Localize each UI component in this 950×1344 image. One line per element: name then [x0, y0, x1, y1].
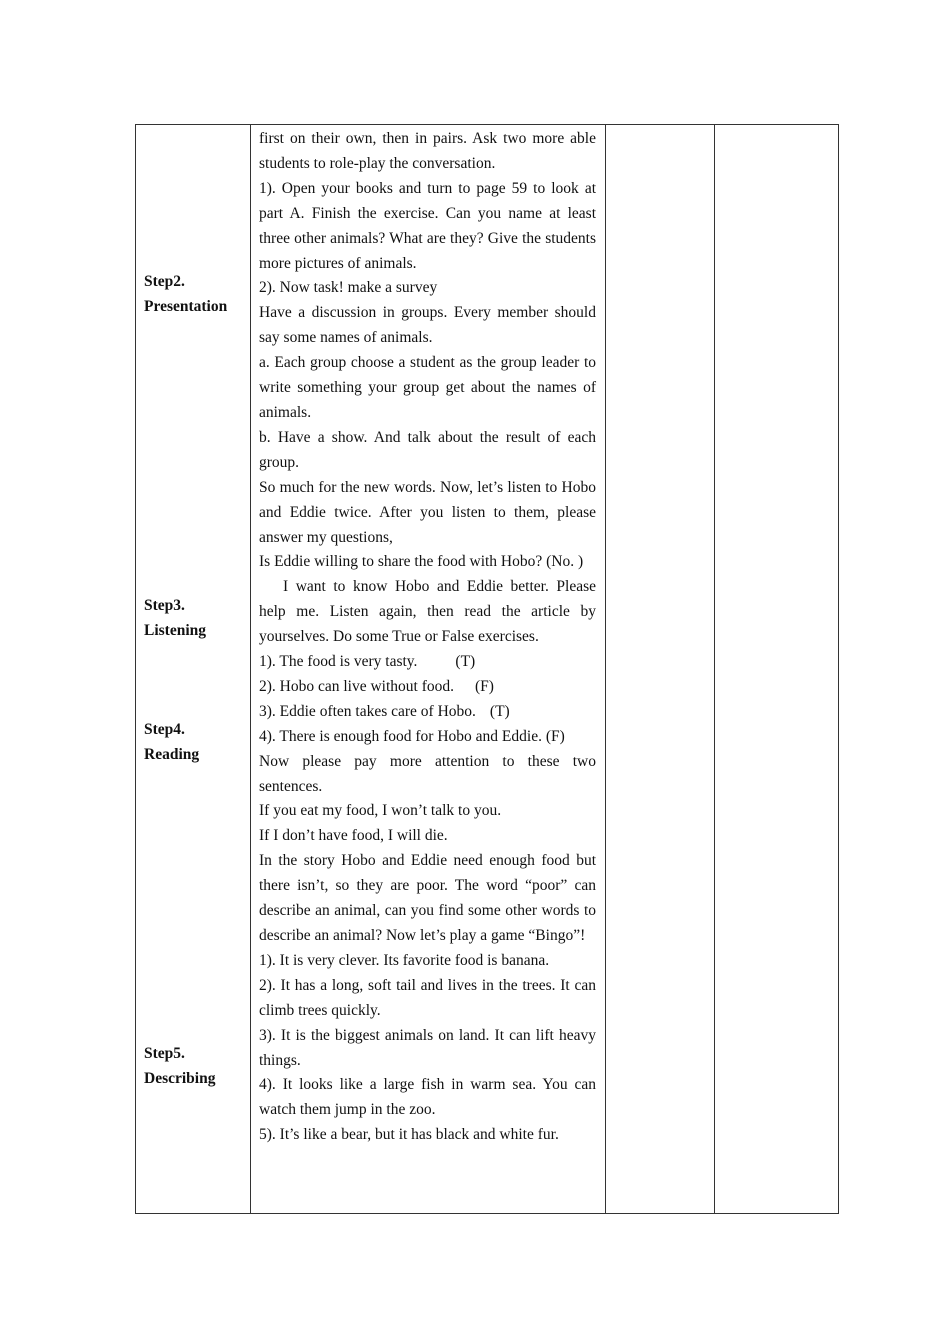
paragraph: If I don’t have food, I will die. — [259, 827, 448, 845]
paragraph: first on their own, then in pairs. Ask two more able students to role-play the conversation. — [259, 130, 596, 172]
step5-label: Step5. Describing — [144, 1045, 216, 1087]
column-divider — [605, 125, 606, 1213]
paragraph: If you eat my food, I won’t talk to you. — [259, 802, 502, 820]
column-divider — [250, 125, 251, 1213]
paragraph: a. Each group choose a student as the group leader to write something your group get about the names of animals. — [259, 354, 596, 421]
paragraph: 1). Open your books and turn to page 59 to look at part A. Finish the exercise. Can you name at least three other animals? What are they? Give the students more pictures of animals. — [259, 179, 596, 272]
step2-label: Step2. Presentation — [144, 273, 228, 315]
paragraph: 5). It’s like a bear, but it has black and white fur. — [259, 1126, 559, 1144]
paragraph: 2). It has a long, soft tail and lives in the trees. It can climb trees quickly. — [259, 976, 596, 1019]
step3-label: Step3. Listening — [144, 597, 207, 639]
tf-item: 3). Eddie often takes care of Hobo. (T) — [259, 702, 510, 720]
paragraph: Is Eddie willing to share the food with Hobo? (No. ) — [259, 553, 584, 571]
activity-content — [259, 127, 596, 1148]
step4-label: Step4. Reading — [144, 721, 200, 763]
paragraph: I want to know Hobo and Eddie better. Please help me. Listen again, then read the article by yourselves. Do some True or False exercises. — [259, 578, 596, 646]
paragraph: 4). There is enough food for Hobo and Eddie. (F) — [259, 727, 565, 745]
paragraph: 4). It looks like a large fish in warm sea. You can watch them jump in the zoo. — [259, 1076, 596, 1119]
paragraph: Have a discussion in groups. Every member should say some names of animals. — [259, 304, 596, 347]
paragraph: 1). It is very clever. Its favorite food is banana. — [259, 951, 550, 969]
tf-item: 1). The food is very tasty. (T) — [259, 653, 476, 671]
paragraph: Now please pay more attention to these two sentences. — [259, 752, 596, 795]
paragraph: So much for the new words. Now, let’s listen to Hobo and Eddie twice. After you listen to them, please answer my questions, — [259, 478, 596, 546]
column-divider — [714, 125, 715, 1213]
paragraph: 2). Now task! make a survey — [259, 279, 438, 297]
paragraph: b. Have a show. And talk about the result of each group. — [259, 428, 596, 471]
tf-item: 2). Hobo can live without food. (F) — [259, 677, 494, 695]
lesson-plan-table — [135, 124, 839, 1214]
paragraph: In the story Hobo and Eddie need enough food but there isn’t, so they are poor. The word “poor” can describe an animal, can you find some other words to describe an animal? Now let’s play a game “Bingo”! — [259, 852, 596, 944]
paragraph: 3). It is the biggest animals on land. It can lift heavy things. — [259, 1026, 596, 1069]
